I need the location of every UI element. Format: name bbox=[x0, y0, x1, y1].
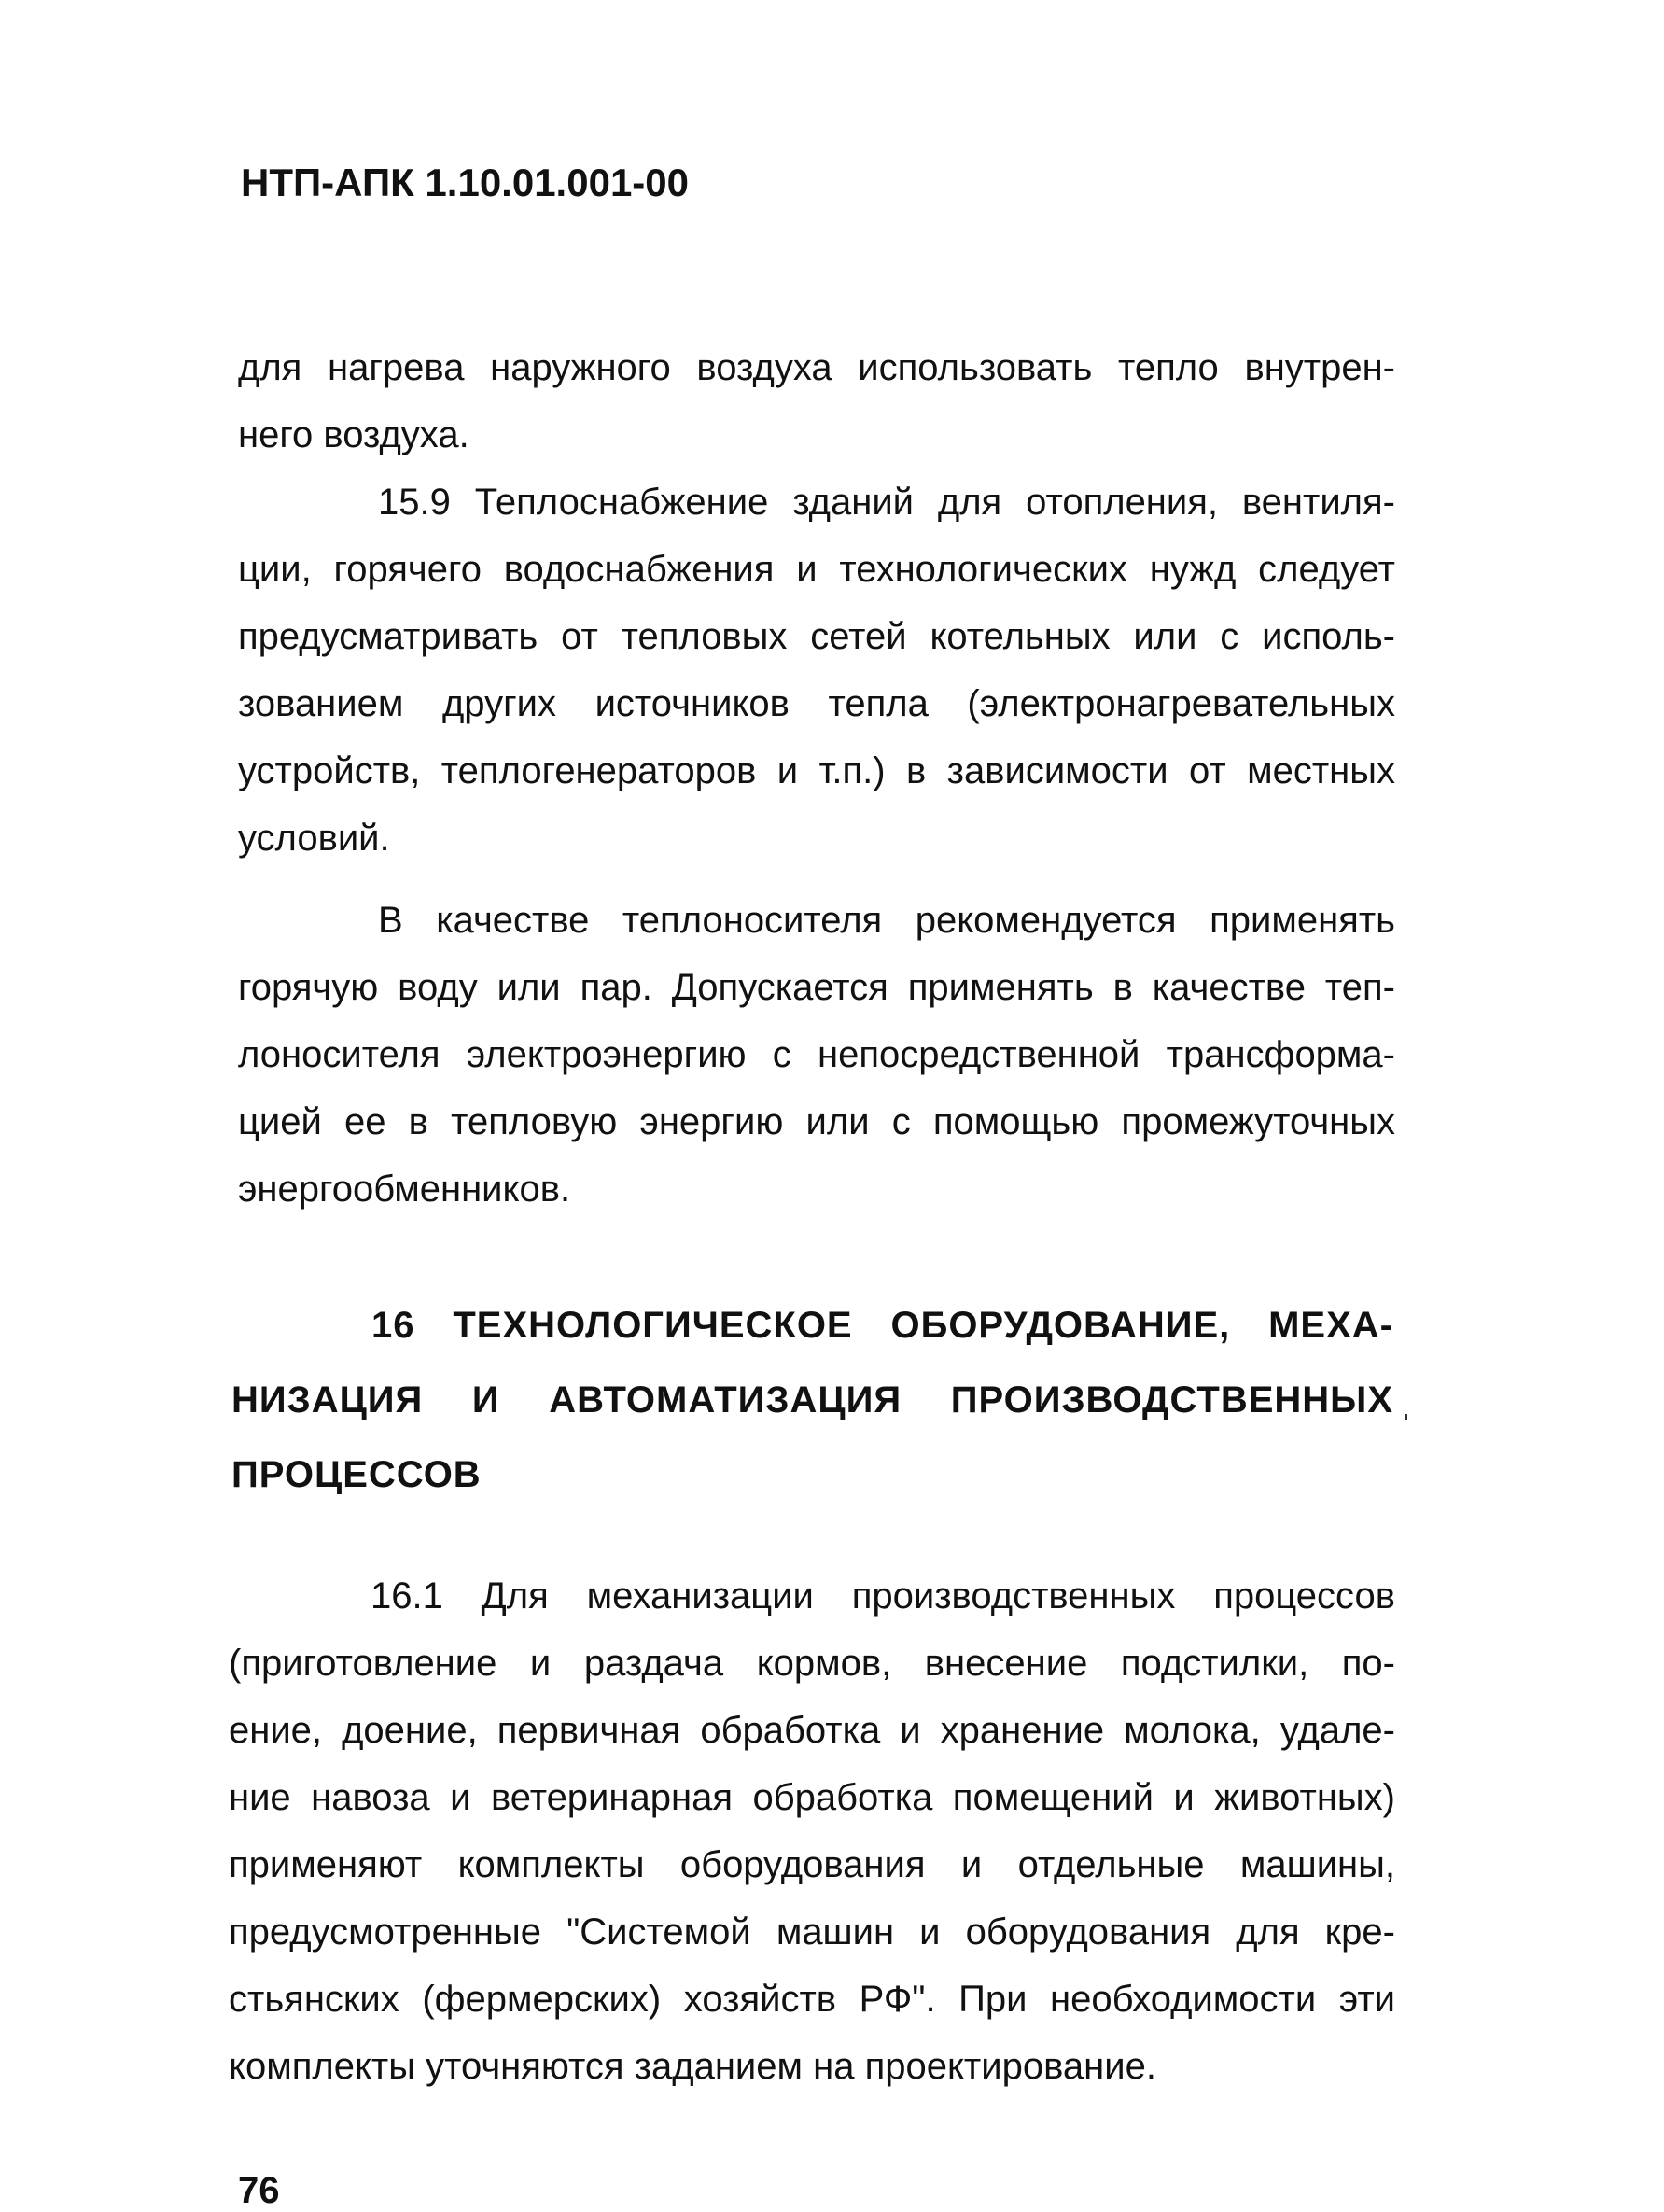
text-line: 15.9 Теплоснабжение зданий для отопления, вентиля- bbox=[378, 482, 1395, 523]
text-line: устройств, теплогенераторов и т.п.) в зависимости от местных bbox=[238, 750, 1395, 791]
text-line: применяют комплекты оборудования и отдельные машины, bbox=[229, 1844, 1395, 1885]
text-line: ние навоза и ветеринарная обработка помещений и животных) bbox=[229, 1777, 1395, 1818]
text-line: ции, горячего водоснабжения и технологических нужд следует bbox=[238, 549, 1395, 590]
heading-line: ПРОЦЕССОВ bbox=[231, 1454, 482, 1495]
text-line: условий. bbox=[238, 818, 390, 859]
heading-line: НИЗАЦИЯ И АВТОМАТИЗАЦИЯ ПРОИЗВОДСТВЕННЫХ bbox=[231, 1379, 1393, 1421]
text-line: горячую воду или пар. Допускается применять в качестве теп- bbox=[238, 967, 1395, 1008]
text-line: В качестве теплоносителя рекомендуется применять bbox=[378, 900, 1395, 941]
scan-speck bbox=[1405, 1414, 1407, 1420]
text-line: энергообменников. bbox=[238, 1169, 571, 1210]
paragraph-heat-carrier bbox=[238, 887, 1395, 1223]
paragraph-15-9 bbox=[238, 469, 1395, 872]
text-line: комплекты уточняются заданием на проектирование. bbox=[229, 2046, 1156, 2087]
text-line: для нагрева наружного воздуха использовать тепло внутрен- bbox=[238, 347, 1395, 388]
text-line: предусмотренные "Системой машин и оборудования для кре- bbox=[229, 1911, 1395, 1953]
text-line: цией ее в тепловую энергию или с помощью промежуточных bbox=[238, 1101, 1395, 1142]
text-line: лоносителя электроэнергию с непосредственной трансформа- bbox=[238, 1034, 1395, 1075]
paragraph-intro bbox=[238, 334, 1395, 469]
text-line: (приготовление и раздача кормов, внесение подстилки, по- bbox=[229, 1643, 1395, 1684]
text-line: ение, доение, первичная обработка и хранение молока, удале- bbox=[229, 1710, 1395, 1751]
text-line: него воздуха. bbox=[238, 414, 469, 455]
heading-line: 16 ТЕХНОЛОГИЧЕСКОЕ ОБОРУДОВАНИЕ, МЕХА- bbox=[371, 1305, 1393, 1346]
text-line: стьянских (фермерских) хозяйств РФ". При необходимости эти bbox=[229, 1979, 1395, 2020]
page-number: 76 bbox=[238, 2170, 280, 2211]
text-line: зованием других источников тепла (электронагревательных bbox=[238, 683, 1395, 724]
paragraph-16-1 bbox=[229, 1562, 1395, 2100]
section-heading-16 bbox=[231, 1288, 1393, 1512]
text-line: предусматривать от тепловых сетей котельных или с исполь- bbox=[238, 616, 1395, 657]
text-line: 16.1 Для механизации производственных процессов bbox=[371, 1575, 1395, 1617]
document-code-header: НТП-АПК 1.10.01.001-00 bbox=[241, 161, 690, 204]
